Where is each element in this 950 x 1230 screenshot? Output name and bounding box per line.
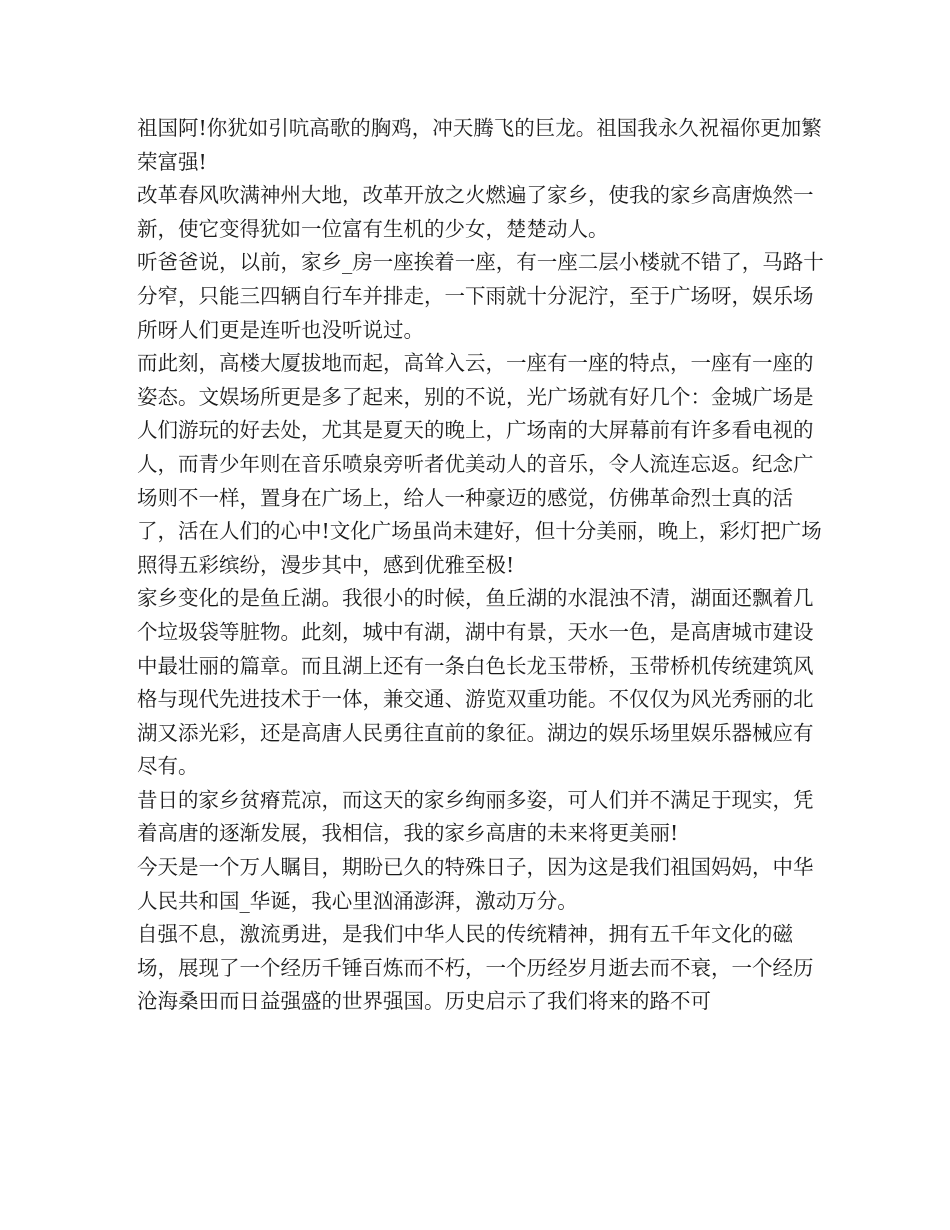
paragraph-8: 自强不息，激流勇进，是我们中华人民的传统精神，拥有五千年文化的磁场，展现了一个经历千锤百炼而不朽，一个历经岁月逝去而不衰，一个经历沧海桑田而日益强盛的世界强国。历史启示了我们将来的路不可 (137, 922, 814, 1014)
paragraph-2: 改革春风吹满神州大地，改革开放之火燃遍了家乡，使我的家乡高唐焕然一新，使它变得犹如一位富有生机的少女，楚楚动人。 (137, 183, 814, 241)
paragraph-5: 家乡变化的是鱼丘湖。我很小的时候，鱼丘湖的水混浊不清，湖面还飘着几个垃圾袋等脏物。此刻，城中有湖，湖中有景，天水一色，是高唐城市建设中最壮丽的篇章。而且湖上还有一条白色长龙玉带桥，玉带桥机传统建筑风格与现代先进技术于一体，兼交通、游览双重功能。不仅仅为风光秀丽的北湖又添光彩，还是高唐人民勇往直前的象征。湖边的娱乐场里娱乐器械应有尽有。 (137, 586, 814, 779)
paragraph-1: 祖国阿!你犹如引吭高歌的胸鸡，冲天腾飞的巨龙。祖国我永久祝福你更加繁荣富强! (137, 116, 822, 174)
paragraph-6: 昔日的家乡贫瘠荒凉，而这天的家乡绚丽多姿，可人们并不满足于现实，凭着高唐的逐渐发展，我相信，我的家乡高唐的未来将更美丽! (137, 787, 814, 846)
paragraph-3: 听爸爸说，以前，家乡_房一座挨着一座，有一座二层小楼就不错了，马路十分窄，只能三四辆自行车并排走，一下雨就十分泥泞，至于广场呀，娱乐场所呀人们更是连听也没听说过。 (137, 250, 824, 342)
document-body (137, 112, 827, 1019)
paragraph-4: 而此刻，高楼大厦拔地而起，高耸入云，一座有一座的特点，一座有一座的姿态。文娱场所更是多了起来，别的不说，光广场就有好几个：金城广场是人们游玩的好去处，尤其是夏天的晚上，广场南的大屏幕前有许多看电视的人，而青少年则在音乐喷泉旁听者优美动人的音乐，令人流连忘返。纪念广场则不一样，置身在广场上，给人一种豪迈的感觉，仿佛革命烈士真的活了，活在人们的心中!文化广场虽尚未建好，但十分美丽，晚上，彩灯把广场照得五彩缤纷，漫步其中，感到优雅至极! (137, 351, 822, 577)
paragraph-7: 今天是一个万人瞩目，期盼已久的特殊日子，因为这是我们祖国妈妈，中华人民共和国_华诞，我心里汹涌澎湃，激动万分。 (137, 855, 814, 913)
